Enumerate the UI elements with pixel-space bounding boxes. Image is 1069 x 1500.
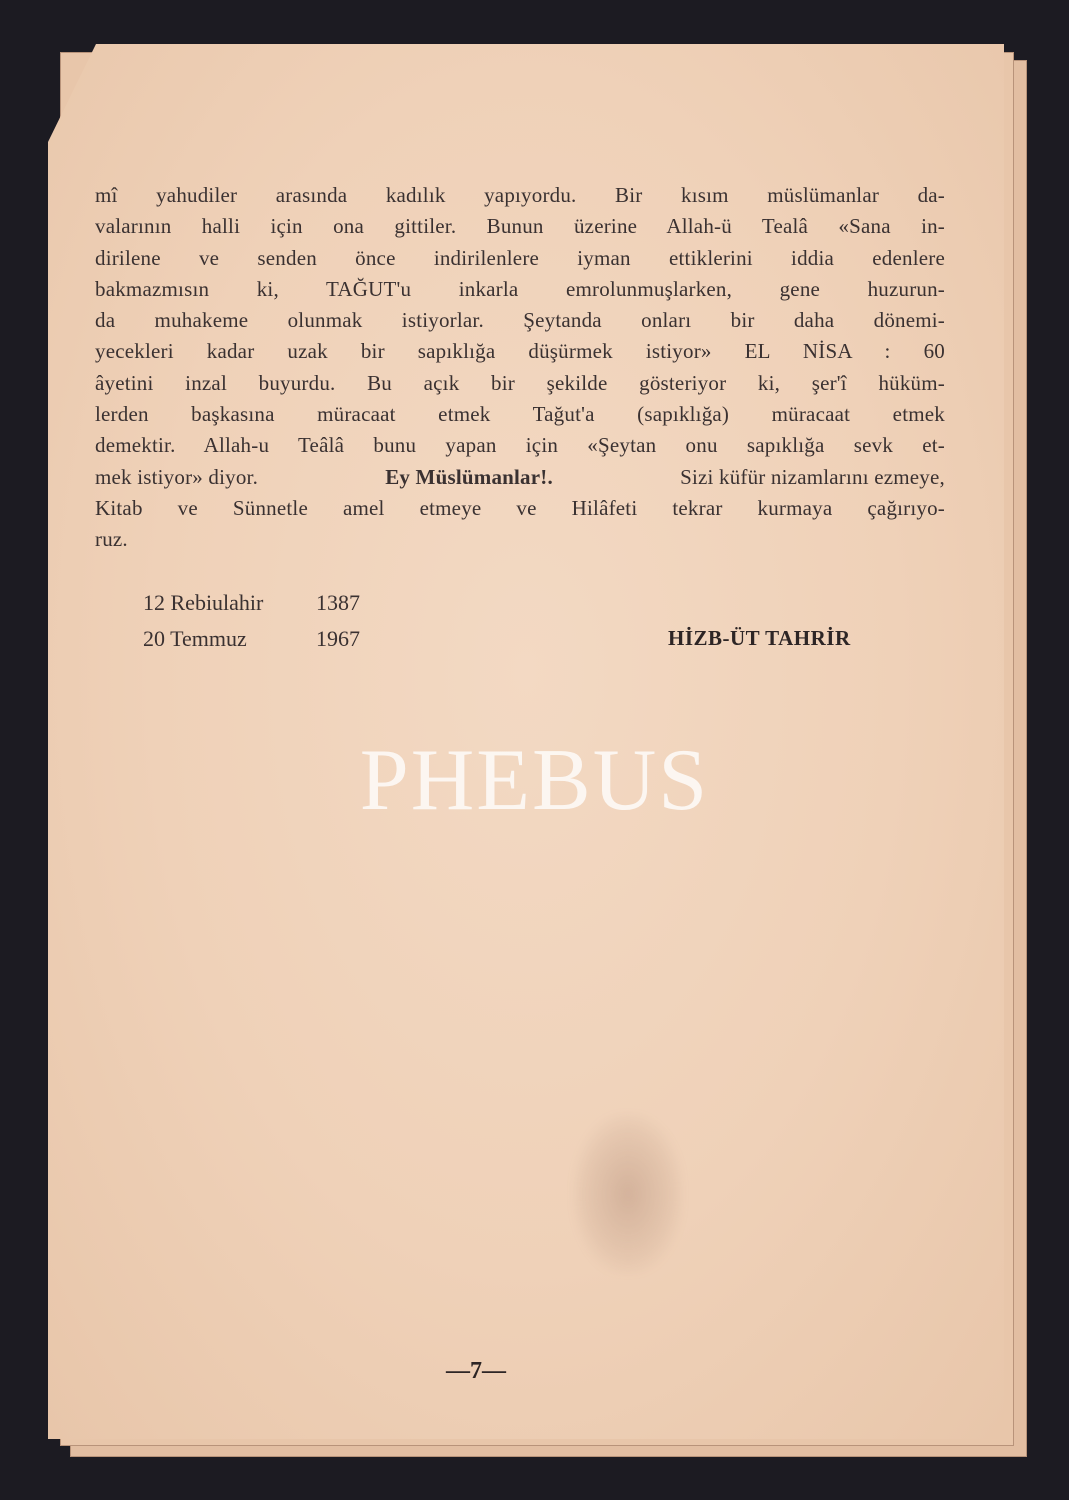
watermark: PHEBUS xyxy=(359,732,710,829)
body-line: Kitab ve Sünnetle amel etmeye ve Hilâfeti tekrar kurmaya çağırıyo- xyxy=(95,495,945,520)
hijri-year: 1387 xyxy=(316,590,360,615)
body-line: dirilene ve senden önce indirilenlere iyman ettiklerini iddia edenlere xyxy=(95,245,945,270)
body-line: lerden başkasına müracaat etmek Tağut'a (sapıklığa) müracaat etmek xyxy=(95,402,945,427)
gregorian-year: 1967 xyxy=(316,626,360,651)
body-line: ruz. xyxy=(95,527,128,552)
gregorian-date xyxy=(143,621,360,657)
body-line: âyetini inzal buyurdu. Bu açık bir şekilde gösteriyor ki, şer'î hüküm- xyxy=(95,370,945,395)
body-line: bakmazmısın ki, TAĞUT'u inkarla emrolunmuşlarken, gene huzurun- xyxy=(95,276,945,301)
body-line: da muhakeme olunmak istiyorlar. Şeytanda onları bir daha dönemi- xyxy=(95,308,945,333)
body-line: demektir. Allah-u Teâlâ bunu yapan için «Şeytan onu sapıklığa sevk et- xyxy=(95,433,945,458)
body-line-segment: Sizi küfür nizamlarını ezmeye, xyxy=(680,464,945,489)
body-line: mî yahudiler arasında kadılık yapıyordu. Bir kısım müslümanlar da- xyxy=(95,183,945,207)
body-line: valarının halli için ona gittiler. Bunun üzerine Allah-ü Tealâ «Sana in- xyxy=(95,214,945,239)
body-line xyxy=(95,462,945,493)
body-line: yecekleri kadar uzak bir sapıklığa düşürmek istiyor» EL NİSA : 60 xyxy=(95,339,945,364)
emphasis-text: Ey Müslümanlar!. xyxy=(385,464,553,489)
hijri-date xyxy=(143,585,360,621)
stain xyxy=(573,1114,683,1274)
gregorian-day-month: 20 Temmuz xyxy=(143,626,247,651)
hijri-day-month: 12 Rebiulahir xyxy=(143,590,264,615)
date-block xyxy=(143,585,360,657)
body-paragraph xyxy=(95,180,945,556)
signature: HİZB-ÜT TAHRİR xyxy=(668,626,851,650)
page-number: —7— xyxy=(446,1358,506,1384)
body-line-segment: mek istiyor» diyor. xyxy=(95,464,259,489)
